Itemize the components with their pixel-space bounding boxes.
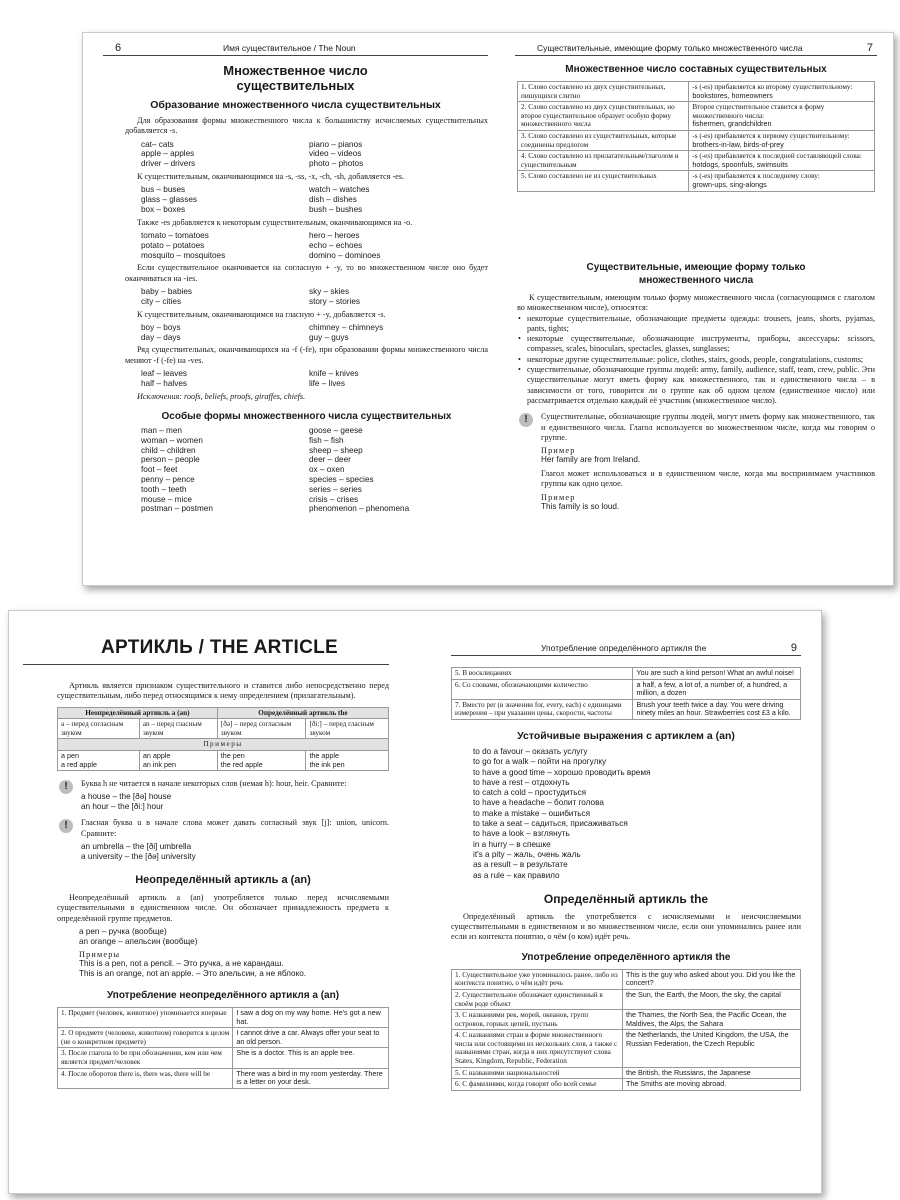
definite-usage-table bbox=[451, 969, 801, 1091]
word-pair: chimney – chimneys bbox=[309, 322, 384, 332]
paragraph: Ряд существительных, оканчивающихся на -f (-fe), при образовании формы множественного числа меняют -f (-fe) на -ves. bbox=[125, 345, 488, 365]
table-cell: I saw a dog on my way home. He's got a new hat. bbox=[233, 1007, 389, 1027]
section-heading: Определённый артикль the bbox=[543, 891, 709, 906]
page-number: 9 bbox=[790, 642, 797, 654]
word-pair: goose – geese bbox=[309, 425, 363, 435]
page-9 bbox=[451, 611, 801, 1193]
phrase-item: to take a seat – садиться, присаживаться bbox=[473, 819, 628, 829]
example: an orange – апельсин (вообще) bbox=[79, 936, 198, 946]
table-cell bbox=[689, 151, 875, 171]
running-head-9 bbox=[451, 641, 801, 656]
phrase-item: as a rule – как правило bbox=[473, 870, 560, 880]
word-pair: photo – photos bbox=[309, 159, 364, 169]
word-pair: life – lives bbox=[309, 378, 345, 388]
paragraph: К существительным, оканчивающимся на -s, -ss, -x, -ch, -sh, добавляется -es. bbox=[137, 171, 405, 181]
table-row bbox=[452, 668, 801, 680]
section-heading: Неопределённый артикль a (an) bbox=[135, 874, 311, 887]
word-pair: video – videos bbox=[309, 149, 362, 159]
word-pair: ox – oxen bbox=[309, 465, 345, 475]
word-pair-row bbox=[141, 149, 488, 159]
word-pair-row bbox=[141, 241, 488, 251]
example-words: fishermen, grandchildren bbox=[692, 119, 772, 129]
phrase-item: as a result – в результате bbox=[473, 860, 568, 870]
word-pair-row bbox=[141, 323, 488, 333]
word-pair-row bbox=[141, 379, 488, 389]
table-cell: 1. Существительное уже упоминалось ранее, либо из контекста понятно, о чём идёт речь bbox=[452, 969, 623, 989]
word-pair: child – children bbox=[141, 445, 196, 455]
word-pair-row bbox=[141, 495, 488, 505]
word-pair: bush – bushes bbox=[309, 204, 363, 214]
phrase-item: to do a favour – оказать услугу bbox=[473, 746, 588, 756]
word-pair: tomato – tomatoes bbox=[141, 230, 209, 240]
table-cell: 2. Слово составлено из двух существительных, но второе существительное образует особую форму множественного числа bbox=[518, 102, 689, 131]
word-pair: leaf – leaves bbox=[141, 369, 187, 379]
word-pair: cat– cats bbox=[141, 139, 174, 149]
word-pair: day – days bbox=[141, 332, 181, 342]
paragraph: К существительным, оканчивающимся на гласную + -y, добавляется -s. bbox=[137, 309, 386, 319]
word-pair: man – men bbox=[141, 425, 182, 435]
word-pair: domino – dominoes bbox=[309, 250, 381, 260]
table-row bbox=[518, 82, 875, 102]
note-block bbox=[517, 412, 875, 511]
rule-text: -s (-es) прибавляется к последнему слову: bbox=[692, 172, 820, 181]
rule-text: Второе существительное ставится в форму множественного числа: bbox=[692, 103, 825, 120]
word-pair: potato – potatoes bbox=[141, 240, 205, 250]
note-block bbox=[57, 818, 389, 862]
word-pair: deer – deer bbox=[309, 455, 351, 465]
example: This family is so loud. bbox=[541, 501, 620, 511]
book-spread-top bbox=[82, 32, 894, 586]
section-heading: Особые формы множественного числа существительных bbox=[161, 410, 452, 422]
table-cell bbox=[689, 102, 875, 131]
table-cell: a – перед согласным звуком bbox=[58, 719, 140, 739]
table-cell: 2. Существительное обозначает единственный в своём роде объект bbox=[452, 989, 623, 1009]
table-cell: 3. После глагола to be при обозначении, кем или чем является предмет/человек bbox=[58, 1048, 233, 1068]
word-pair: fish – fish bbox=[309, 435, 344, 445]
bullet-list bbox=[517, 314, 875, 407]
paragraph: Артикль является признаком существительного и ставится либо непосредственно перед существительным, либо перед относящимся к нему определением (прилагательным). bbox=[57, 681, 389, 701]
table-header: Неопределённый артикль a (an) bbox=[58, 707, 218, 719]
table-cell: 5. Слово составлено не из существительных bbox=[518, 171, 689, 191]
compound-nouns-table bbox=[517, 81, 875, 192]
word-pair: apple – apples bbox=[141, 149, 195, 159]
table-cell: 7. Вместо per (в значении for, every, each) с единицами измерения – при указании цены, скорости, частоты bbox=[452, 699, 633, 719]
word-pair: crisis – crises bbox=[309, 494, 359, 504]
phrase-list bbox=[473, 747, 801, 881]
word-pair: mosquito – mosquitoes bbox=[141, 250, 226, 260]
page-8 bbox=[23, 611, 389, 1193]
bullet-item: • некоторые существительные, обозначающие предметы одежды: trousers, jeans, shorts, pyjamas, pants, tights; bbox=[517, 314, 875, 335]
word-pair: penny – pence bbox=[141, 474, 195, 484]
example-words: grown-ups, sing-alongs bbox=[692, 179, 767, 189]
table-row bbox=[452, 1010, 801, 1030]
table-row bbox=[518, 130, 875, 150]
table-header: Определённый артикль the bbox=[217, 707, 388, 719]
table-cell: I cannot drive a car. Always offer your seat to an old person. bbox=[233, 1028, 389, 1048]
table-row bbox=[452, 699, 801, 719]
phrase-item: in a hurry – в спешке bbox=[473, 839, 551, 849]
section-heading: Существительные, имеющие форму только множественного числа bbox=[586, 262, 806, 286]
table-cell: [ðə] – перед согласным звуком bbox=[217, 719, 306, 739]
table-row bbox=[518, 171, 875, 191]
table-cell: a half, a few, a lot of, a number of, a hundred, a million, a dozen bbox=[633, 679, 801, 699]
rule-text: -s (-es) прибавляется к первому существительному: bbox=[692, 131, 850, 140]
example-label: Пример bbox=[541, 446, 576, 456]
running-head-6 bbox=[103, 41, 488, 56]
word-pair-row bbox=[141, 185, 488, 195]
table-cell: an – перед гласным звуком bbox=[139, 719, 217, 739]
word-pairs bbox=[125, 369, 488, 389]
word-pair-row bbox=[141, 485, 488, 495]
page-6 bbox=[103, 33, 488, 585]
exceptions: Исключения: roofs, beliefs, proofs, giraffes, chiefs. bbox=[137, 391, 306, 401]
paragraph: Для образования формы множественного числа к большинству исчисляемых существительных добавляется -s. bbox=[125, 116, 488, 136]
section-heading: Употребление неопределённого артикля a (an) bbox=[106, 989, 340, 1001]
table-cell: You are such a kind person! What an awful noise! bbox=[633, 668, 801, 680]
word-pair: sky – skies bbox=[309, 286, 350, 296]
word-pair: hero – heroes bbox=[309, 230, 360, 240]
word-pair-row bbox=[141, 426, 488, 436]
word-pair: series – series bbox=[309, 484, 362, 494]
example: an hour – the [ði:] hour bbox=[81, 802, 164, 812]
indefinite-usage-table-cont bbox=[451, 667, 801, 720]
table-row bbox=[58, 1028, 389, 1048]
paragraph: Определённый артикль the употребляется с исчисляемыми и неисчисляемыми существительными в единственном и во множественном числе, если они упоминались ранее или если из контекста понятно, о чём (о ком) идёт речь. bbox=[451, 911, 801, 942]
running-title: Употребление определённого артикля the bbox=[541, 643, 707, 653]
word-pair-row bbox=[141, 140, 488, 150]
table-cell: [ði:] – перед гласным звуком bbox=[306, 719, 389, 739]
word-pair-row bbox=[141, 251, 488, 261]
example: Her family are from Ireland. bbox=[541, 455, 641, 465]
word-pair: phenomenon – phenomena bbox=[309, 504, 410, 514]
table-cell: 1. Слово составлено из двух существительных, пишущихся слитно bbox=[518, 82, 689, 102]
word-pair: box – boxes bbox=[141, 204, 186, 214]
table-row bbox=[452, 1030, 801, 1067]
word-pairs bbox=[125, 323, 488, 343]
exclamation-icon: ! bbox=[59, 780, 73, 794]
word-pair: piano – pianos bbox=[309, 139, 363, 149]
running-title: Существительные, имеющие форму только множественного числа bbox=[537, 43, 803, 53]
table-row bbox=[518, 102, 875, 131]
table-cell: 6. Со словами, обозначающими количество bbox=[452, 679, 633, 699]
table-cell: 4. С названиями стран в форме множественного числа или состоящими из нескольких слов, а также с названиями стран, когда в них присутствуют слова States, Kingdom, Republic, Federation bbox=[452, 1030, 623, 1067]
word-pair: story – stories bbox=[309, 296, 360, 306]
note-block bbox=[57, 779, 389, 812]
example: a pen – ручка (вообще) bbox=[79, 926, 167, 936]
section-heading: Образование множественного числа существительных bbox=[150, 99, 441, 111]
example: a house – the [ðə] house bbox=[81, 792, 172, 802]
word-pairs bbox=[125, 185, 488, 214]
phrase-item: to make a mistake – ошибиться bbox=[473, 808, 591, 818]
table-row bbox=[452, 989, 801, 1009]
example: This is an orange, not an apple. – Это апельсин, а не яблоко. bbox=[79, 968, 307, 978]
word-pair: city – cities bbox=[141, 296, 182, 306]
phrase-item: to have a headache – болит голова bbox=[473, 798, 604, 808]
word-pair-row bbox=[141, 475, 488, 485]
word-pair-row bbox=[141, 436, 488, 446]
word-pair-row bbox=[141, 369, 488, 379]
word-pair-row bbox=[141, 287, 488, 297]
example-words: bookstores, homeowners bbox=[692, 90, 773, 100]
table-cell bbox=[689, 171, 875, 191]
chapter-title: АРТИКЛЬ / THE ARTICLE bbox=[101, 637, 339, 658]
word-pair: person – people bbox=[141, 455, 200, 465]
word-pair: tooth – teeth bbox=[141, 484, 187, 494]
word-pair: watch – watches bbox=[309, 185, 370, 195]
indefinite-usage-table bbox=[57, 1007, 389, 1089]
word-pair: baby – babies bbox=[141, 286, 192, 296]
bullet-item: • некоторые другие существительные: police, clothes, stairs, goods, people, congratulations, customs; bbox=[517, 355, 875, 365]
book-spread-bottom bbox=[8, 610, 822, 1194]
word-pair-row bbox=[141, 205, 488, 215]
word-pair-row bbox=[141, 297, 488, 307]
table-cell: 6. С фамилиями, когда говорят обо всей семье bbox=[452, 1079, 623, 1091]
word-pair: bus – buses bbox=[141, 185, 186, 195]
table-cell: the Thames, the North Sea, the Pacific Ocean, the Maldives, the Alps, the Sahara bbox=[623, 1010, 801, 1030]
word-pair: species – species bbox=[309, 474, 374, 484]
bullet-item: • некоторые существительные, обозначающие инструменты, приборы, аксессуары: scissors, compasses, scales, binoculars, spectacles, glasses, sunglasses; bbox=[517, 334, 875, 355]
word-pairs bbox=[125, 426, 488, 514]
example-label: Пример bbox=[541, 492, 576, 502]
word-pair-row bbox=[141, 195, 488, 205]
table-row bbox=[452, 679, 801, 699]
word-pair: woman – women bbox=[141, 435, 203, 445]
word-pair-row bbox=[141, 333, 488, 343]
paragraph: К существительным, имеющим только форму множественного числа (согласующимся с глаголом во множественном числе), относятся: bbox=[517, 293, 875, 313]
table-cell bbox=[689, 82, 875, 102]
table-cell: 3. Слово составлено из существительных, которые соединены предлогом bbox=[518, 130, 689, 150]
phrase-item: to have a good time – хорошо проводить время bbox=[473, 767, 651, 777]
article-table bbox=[57, 707, 389, 772]
running-title: Имя существительное / The Noun bbox=[223, 43, 356, 53]
table-row bbox=[452, 1067, 801, 1079]
example: This is a pen, not a pencil. – Это ручка, а не карандаш. bbox=[79, 958, 284, 968]
phrase-item: to go for a walk – пойти на прогулку bbox=[473, 757, 607, 767]
table-cell: 2. О предмете (человеке, животном) говорится в целом (не о конкретном предмете) bbox=[58, 1028, 233, 1048]
word-pairs bbox=[125, 140, 488, 169]
note-text: Существительные, обозначающие группы людей, могут иметь форму как множественного, так и единственного числа. Глагол используется во множественном числе, когда мы говорим о группе. bbox=[541, 412, 875, 442]
word-pair: half – halves bbox=[141, 378, 187, 388]
table-row bbox=[518, 151, 875, 171]
table-cell: 3. С названиями рек, морей, океанов, групп островов, горных цепей, пустынь bbox=[452, 1010, 623, 1030]
table-cell: 5. В восклицаниях bbox=[452, 668, 633, 680]
word-pair: dish – dishes bbox=[309, 195, 357, 205]
paragraph: Если существительное оканчивается на согласную + -y, то во множественном числе оно будет оканчиваться на -ies. bbox=[125, 263, 488, 283]
table-cell: Brush your teeth twice a day. You were driving ninety miles an hour. Strawberries cost £3 a kilo. bbox=[633, 699, 801, 719]
word-pair: boy – boys bbox=[141, 322, 181, 332]
paragraph: Неопределённый артикль a (an) употребляется только перед исчисляемыми существительными в единственном числе. Он обозначает принадлежность предмета к определённой группе предметов. bbox=[57, 893, 389, 923]
section-heading: Употребление определённого артикля the bbox=[521, 951, 731, 963]
note-text: Буква h не читается в начале некоторых слов (немая h): hour, heir. Сравните: bbox=[81, 779, 347, 789]
table-cell: a pen a red apple bbox=[58, 750, 140, 770]
word-pair-row bbox=[141, 159, 488, 169]
word-pair-row bbox=[141, 465, 488, 475]
bullet-item: • существительные, обозначающие группы людей: army, family, audience, staff, team, crew, public. Эти существительные могут иметь форму как множественного, так и единственного числа – в зависимости от того, говорится ли о группе как об одном целом (единственное число) или рассматривается отдельно каждый её участник (множественное число). bbox=[517, 365, 875, 406]
word-pairs bbox=[125, 287, 488, 307]
table-row bbox=[58, 1007, 389, 1027]
word-pair: glass – glasses bbox=[141, 195, 197, 205]
word-pair: sheep – sheep bbox=[309, 445, 363, 455]
table-cell: the apple the ink pen bbox=[306, 750, 389, 770]
word-pair-row bbox=[141, 231, 488, 241]
table-row bbox=[58, 1068, 389, 1088]
word-pair: driver – drivers bbox=[141, 159, 196, 169]
page-number: 7 bbox=[866, 42, 873, 54]
table-cell: She is a doctor. This is an apple tree. bbox=[233, 1048, 389, 1068]
table-cell bbox=[689, 130, 875, 150]
note-text: Гласная буква u в начале слова может давать согласный звук [j]: union, unicorn. Сравните: bbox=[81, 818, 389, 838]
word-pair: postman – postmen bbox=[141, 504, 213, 514]
rule-text: -s (-es) прибавляется к последней составляющей слова: bbox=[692, 152, 862, 161]
word-pair: guy – guys bbox=[309, 332, 349, 342]
rule-text: -s (-es) прибавляется ко второму существительному: bbox=[692, 83, 853, 91]
phrase-item: to catch a cold – простудиться bbox=[473, 788, 587, 798]
word-pair-row bbox=[141, 504, 488, 514]
page-7 bbox=[515, 33, 877, 585]
table-cell: the Sun, the Earth, the Moon, the sky, the capital bbox=[623, 989, 801, 1009]
paragraph: Также -es добавляется к некоторым существительным, оканчивающимся на -o. bbox=[137, 217, 413, 227]
example-words: brothers-in-law, birds-of-prey bbox=[692, 139, 784, 149]
word-pair-row bbox=[141, 455, 488, 465]
table-cell: the pen the red apple bbox=[217, 750, 306, 770]
table-cell: the British, the Russians, the Japanese bbox=[623, 1067, 801, 1079]
table-row bbox=[452, 1079, 801, 1091]
table-cell: an apple an ink pen bbox=[139, 750, 217, 770]
table-row bbox=[452, 969, 801, 989]
section-heading: Устойчивые выражения с артиклем a (an) bbox=[517, 729, 735, 742]
page-number: 6 bbox=[115, 42, 122, 54]
exclamation-icon: ! bbox=[519, 413, 533, 427]
example-words: hotdogs, spoonfuls, swimsuits bbox=[692, 159, 788, 169]
word-pair: echo – echoes bbox=[309, 240, 363, 250]
phrase-item: to have a rest – отдохнуть bbox=[473, 777, 570, 787]
phrase-item: to have a look – взглянуть bbox=[473, 829, 570, 839]
table-cell: There was a bird in my room yesterday. There is a letter on your desk. bbox=[233, 1068, 389, 1088]
word-pair: foot – feet bbox=[141, 465, 178, 475]
example-label: Примеры bbox=[79, 949, 121, 959]
word-pair-row bbox=[141, 446, 488, 456]
table-cell: This is the guy who asked about you. Did you like the concert? bbox=[623, 969, 801, 989]
table-cell: 5. С названиями национальностей bbox=[452, 1067, 623, 1079]
example: an umbrella – the [ði] umbrella bbox=[81, 842, 192, 852]
table-cell: 4. После оборотов there is, there was, there will be bbox=[58, 1068, 233, 1088]
section-heading: Множественное число составных существительных bbox=[565, 64, 827, 75]
word-pairs bbox=[125, 231, 488, 260]
running-head-7 bbox=[515, 41, 877, 56]
phrase-item: it's a pity – жаль, очень жаль bbox=[473, 849, 581, 859]
table-row bbox=[58, 1048, 389, 1068]
table-cell: The Smiths are moving abroad. bbox=[623, 1079, 801, 1091]
page-title: Множественное число существительных bbox=[223, 63, 368, 93]
word-pair: mouse – mice bbox=[141, 494, 192, 504]
table-cell: 4. Слово составлено из прилагательным/глаголом и существительным bbox=[518, 151, 689, 171]
word-pair: knife – knives bbox=[309, 369, 359, 379]
exclamation-icon: ! bbox=[59, 819, 73, 833]
example: a university – the [ðə] university bbox=[81, 852, 196, 862]
table-cell: the Netherlands, the United Kingdom, the USA, the Russian Federation, the Czech Republic bbox=[623, 1030, 801, 1067]
table-subheader: Примеры bbox=[58, 739, 389, 751]
table-cell: 1. Предмет (человек, животное) упоминается впервые bbox=[58, 1007, 233, 1027]
note-text: Глагол может использоваться и в единственном числе, когда мы воспринимаем участников группы как одно целое. bbox=[541, 469, 875, 489]
